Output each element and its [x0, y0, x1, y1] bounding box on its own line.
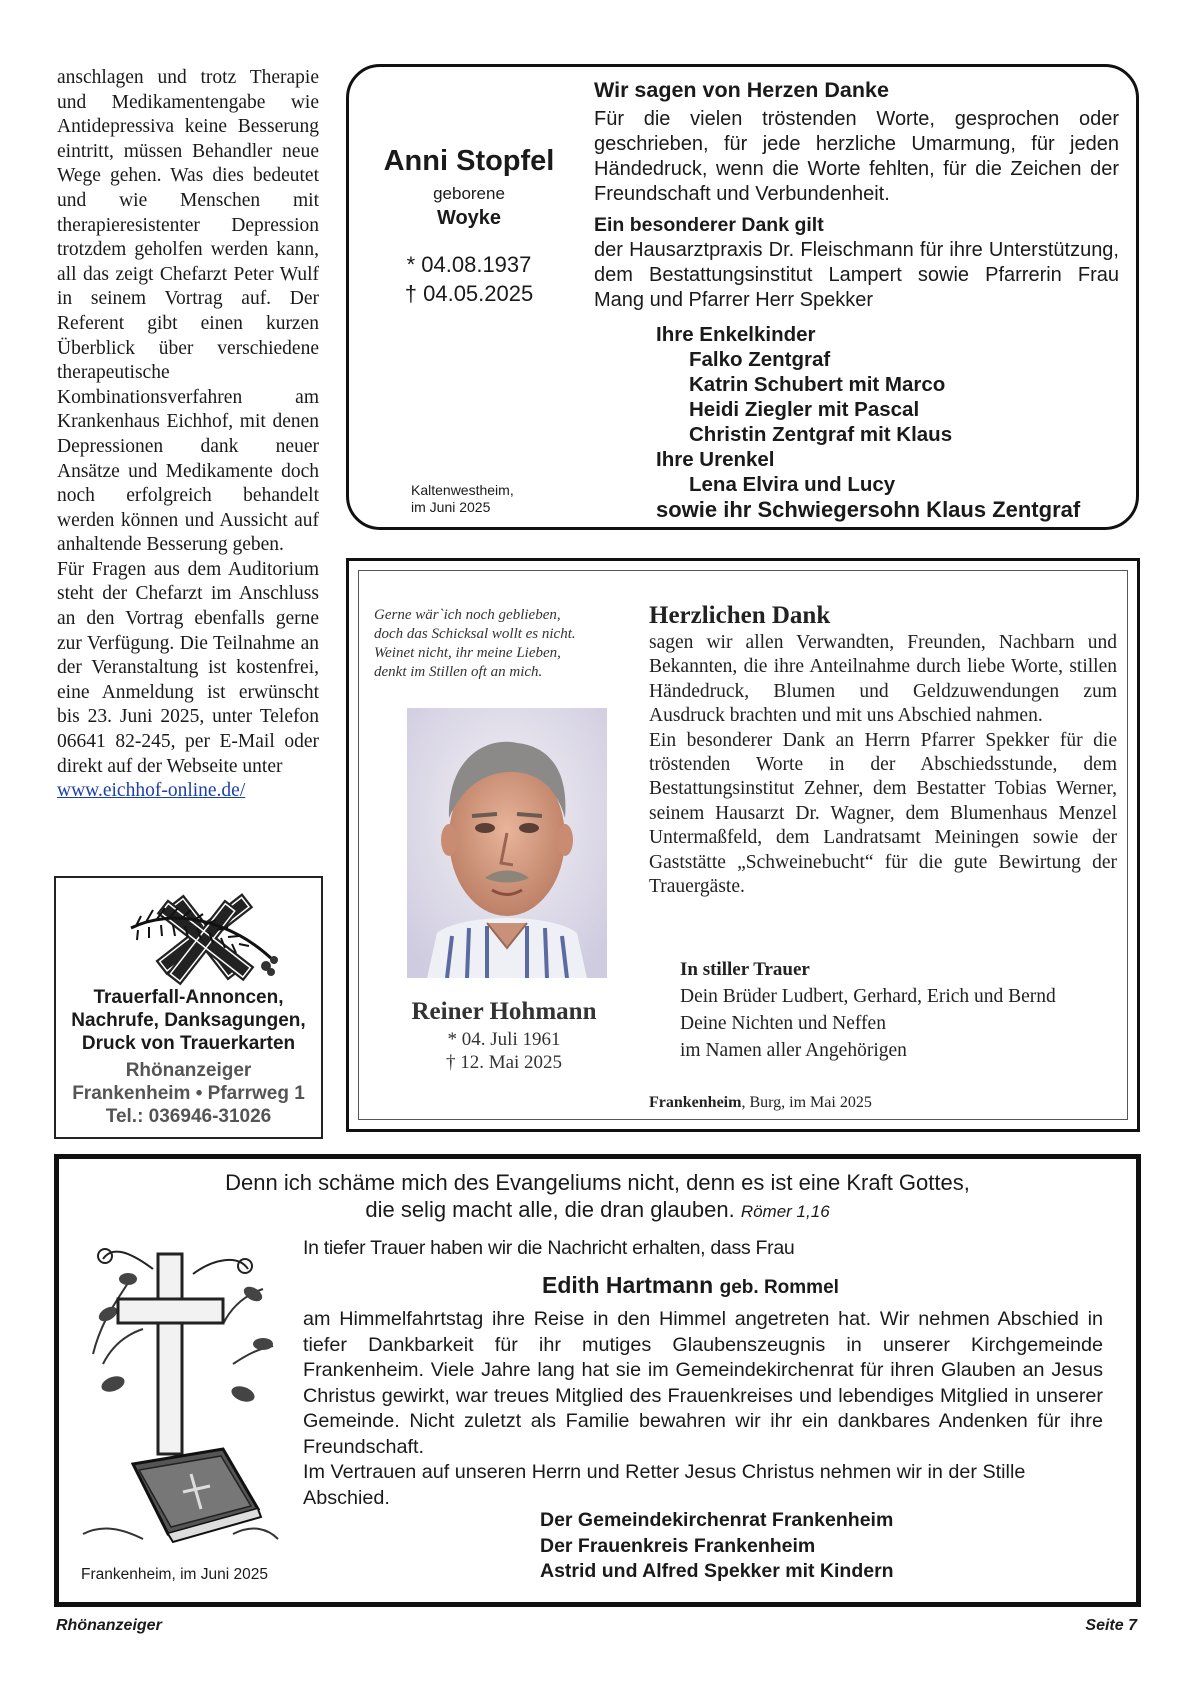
anni-stopfel-notice [346, 64, 1139, 530]
article-paragraph-2 [57, 558, 319, 804]
article-column [57, 66, 319, 804]
funeral-services-ad [54, 876, 323, 1139]
notice-paragraph-2: Im Vertrauen auf unseren Herrn und Retter Jesus Christus nehmen wir in der Stille Abschied. [303, 1461, 1026, 1509]
grandchild: Falko Zentgraf [689, 348, 831, 371]
mourner-line: Deine Nichten und Neffen [680, 1013, 886, 1034]
grandchildren-label: Ihre Enkelkinder [656, 323, 816, 346]
eichhof-link[interactable]: www.eichhof-online.de/ [57, 780, 246, 802]
birth-date: * 04. Juli 1961 [447, 1029, 561, 1050]
deceased-name-line [542, 1272, 839, 1299]
ad-line-2: Nachrufe, Danksagungen, [71, 1010, 306, 1031]
verse-reference: Römer 1,16 [740, 1202, 830, 1221]
ad-line-3: Druck von Trauerkarten [81, 1033, 296, 1054]
deceased-info [349, 145, 589, 308]
son-in-law: sowie ihr Schwiegersohn Klaus Zentgraf [656, 497, 1081, 522]
reiner-hohmann-notice [346, 558, 1140, 1132]
mourning-label: In stiller Trauer [680, 959, 810, 980]
death-date: † 12. Mai 2025 [445, 1052, 563, 1073]
birth-date: * 04.08.1937 [406, 252, 532, 277]
place-line-2: im Juni 2025 [411, 499, 491, 515]
cross-and-bible-icon [73, 1234, 283, 1554]
life-dates [349, 250, 589, 308]
thanks-paragraph: Für die vielen tröstenden Worte, gesprochen oder geschrieben, für jede herzliche Umarmung, für jeden Händedruck, wenn die Worte fehlten, für die Zeichen der Freundschaft und Verbundenheit. [594, 108, 1119, 205]
mourner-line: Dein Brüder Ludbert, Gerhard, Erich und Bernd [680, 986, 1056, 1007]
footer-page-number: Seite 7 [1085, 1617, 1137, 1634]
article-paragraph: anschlagen und trotz Therapie und Medikamentengabe wie Antidepressiva keine Besserung eintritt, müssen Behandler neue Wege gehen. Was dies bedeutet und wie Menschen mit therapieresistenter Depression trotzdem geholfen werden kann, all das zeigt Chefarzt Peter Wulf in seinem Vortrag auf. Der Referent gibt einen kurzen Überblick über verschiedene therapeutische Kombinationsverfahren am Krankenhaus Eichhof, mit denen Depressionen dank neuer Ansätze und Medikamente doch noch erfolgreich behandelt werden können und Aussicht auf anhaltende Besserung geben. [57, 67, 319, 556]
thanks-text [649, 601, 1117, 899]
ad-line-1: Trauerfall-Annoncen, [93, 987, 284, 1008]
poem-line: doch das Schicksal wollt es nicht. [374, 626, 576, 642]
poem [374, 606, 576, 682]
article-paragraph-2-text: Für Fragen aus dem Auditorium steht der Chefarzt im Anschluss an den Vortrag ebenfalls gerne zur Verfügung. Die Teilnahme an der Veranstaltung ist kostenfrei, eine Anmeldung ist erwünscht bis 23. Juni 2025, unter Telefon 06641 82-245, per E-Mail oder direkt auf der Webseite unter [57, 558, 319, 777]
intro-text: In tiefer Trauer haben wir die Nachricht erhalten, dass Frau [303, 1237, 795, 1259]
thanks-heading: Herzlichen Dank [649, 602, 831, 629]
mourner-line: im Namen aller Angehörigen [680, 1040, 907, 1061]
life-dates [359, 1028, 649, 1074]
greatgrandchildren-label: Ihre Urenkel [656, 448, 775, 471]
death-date: † 04.05.2025 [404, 281, 534, 306]
signature-line: Der Gemeindekirchenrat Frankenheim [540, 1509, 894, 1531]
bible-verse [59, 1169, 1136, 1225]
greatgrandchild: Lena Elvira und Lucy [689, 473, 896, 496]
poem-line: Weinet nicht, ihr meine Lieben, [374, 645, 561, 661]
place-rest: , Burg, im Mai 2025 [741, 1094, 872, 1111]
deceased-name: Reiner Hohmann [411, 998, 597, 1025]
place-bold: Frankenheim [649, 1094, 742, 1111]
maiden-name: geb. Rommel [719, 1277, 839, 1298]
thanks-text [594, 78, 1119, 313]
notice-place [411, 482, 514, 516]
place-line-1: Kaltenwestheim, [411, 482, 514, 498]
ad-phone: Tel.: 036946-31026 [105, 1106, 272, 1127]
verse-line-2: die selig macht alle, die dran glauben. [365, 1197, 735, 1222]
deceased-name: Edith Hartmann [542, 1272, 714, 1298]
notice-place [649, 1094, 872, 1112]
deceased-name: Anni Stopfel [383, 145, 555, 177]
inner-frame [358, 570, 1128, 1120]
signature-line: Astrid und Alfred Spekker mit Kindern [540, 1560, 894, 1582]
signatures [540, 1508, 894, 1585]
verse-line-1: Denn ich schäme mich des Evangeliums nicht, denn es ist eine Kraft Gottes, [225, 1170, 970, 1195]
notice-place: Frankenheim, im Juni 2025 [81, 1566, 268, 1583]
poem-line: Gerne wär`ich noch geblieben, [374, 607, 561, 623]
notice-text [303, 1307, 1103, 1511]
portrait-photo [407, 708, 607, 978]
signature-line: Der Frauenkreis Frankenheim [540, 1534, 816, 1557]
ad-text [56, 986, 321, 1128]
grandchild: Heidi Ziegler mit Pascal [689, 398, 920, 421]
special-thanks-heading: Ein besonderer Dank gilt [594, 214, 824, 236]
grandchild: Katrin Schubert mit Marco [689, 373, 946, 396]
notice-paragraph: am Himmelfahrtstag ihre Reise in den Himmel angetreten hat. Wir nehmen Abschied in tiefer Dankbarkeit für ihr mutiges Glaubenszeugnis in unserer Kirchgemeinde Frankenheim. Viele Jahre lang hat sie im Gemeindekirchenrat für ihren Glauben an Jesus Christus gewirkt, war treues Mitglied des Frauenkreises und lebendiges Mitglied in unserer Gemeinde. Nicht zuletzt als Familie bewahren wir ihr ein dankbares Andenken für ihre Freundschaft. [303, 1308, 1103, 1458]
cross-with-palm-icon [91, 888, 291, 988]
footer-publication: Rhönanzeiger [56, 1617, 162, 1634]
poem-line: denkt im Stillen oft an mich. [374, 664, 543, 680]
ad-address: Frankenheim • Pfarrweg 1 [72, 1083, 305, 1104]
special-thanks-paragraph: Ein besonderer Dank an Herrn Pfarrer Spekker für die tröstenden Worte in der Abschiedsstunde, dem Bestattungsinstitut Zehner, dem Bestatter Tobias Werner, seinem Hausarzt Dr. Wagner, dem Blumenhaus Menzel Untermaßfeld, dem Landratsamt Meiningen sowie der Gaststätte „Schweinebucht“ für die gute Bewirtung der Trauergäste. [649, 729, 1117, 898]
ad-publisher: Rhönanzeiger [125, 1060, 252, 1081]
thanks-paragraph: sagen wir allen Verwandten, Freunden, Nachbarn und Bekannten, die ihre Anteilnahme durch liebe Worte, stillen Händedruck, Blumen und Geldzuwendungen zum Ausdruck brachten und mit uns Abschied nahmen. [649, 632, 1117, 727]
edith-hartmann-notice [54, 1154, 1141, 1607]
signatures [656, 322, 1080, 522]
thanks-heading: Wir sagen von Herzen Danke [594, 78, 889, 102]
mourners [680, 956, 1056, 1064]
grandchild: Christin Zentgraf mit Klaus [689, 423, 953, 446]
born-label: geborene [433, 184, 505, 203]
special-thanks-paragraph: der Hausarztpraxis Dr. Fleischmann für ihre Unterstützung, dem Bestattungsinstitut Lampert sowie Pfarrerin Frau Mang und Pfarrer Herr Spekker [594, 239, 1119, 311]
maiden-name: Woyke [436, 207, 502, 229]
